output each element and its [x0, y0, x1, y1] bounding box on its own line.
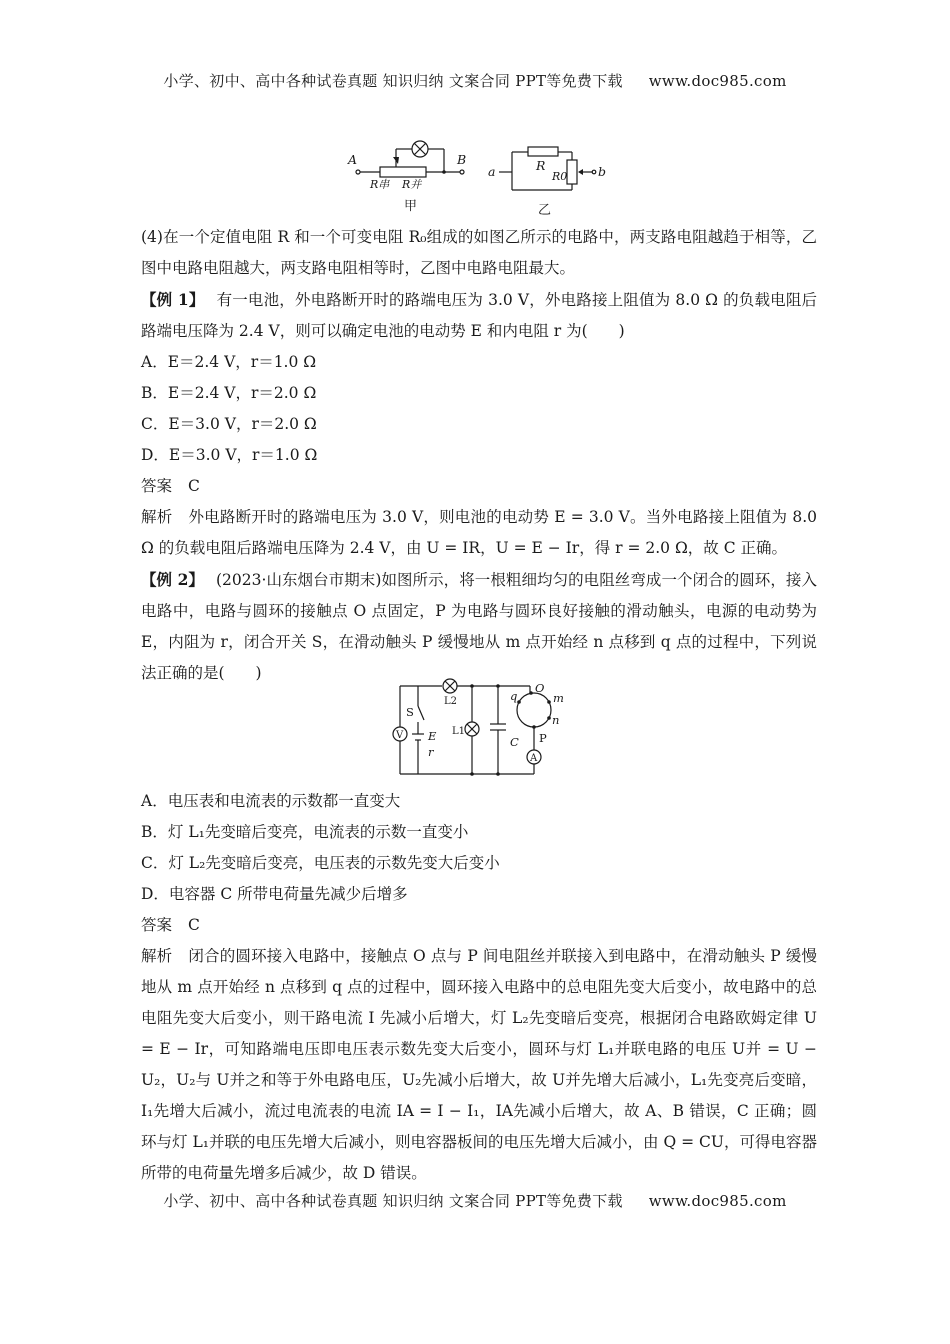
fig3-m: m	[553, 691, 564, 705]
footer-site: www.doc985.com	[648, 1192, 787, 1210]
example-1-option-b: B．E＝2.4 V，r＝2.0 Ω	[141, 384, 317, 402]
example-2	[141, 564, 817, 689]
fig3-l2: L2	[444, 696, 458, 707]
fig3-r: r	[428, 745, 434, 759]
fig3-q: q	[510, 689, 518, 703]
fig2-label-r: R	[536, 158, 546, 173]
terminal-a	[356, 170, 360, 174]
fig3-p: P	[539, 731, 547, 745]
header-site: www.doc985.com	[648, 72, 787, 90]
example-1-answer: C	[188, 477, 200, 495]
fig3-o: O	[535, 681, 545, 695]
example-2-option-b: B．灯 L₁先变暗后变亮，电流表的示数一直变小	[141, 823, 469, 841]
fig3-c: C	[510, 735, 519, 749]
example-2-option-a: A．电压表和电流表的示数都一直变大	[141, 792, 401, 810]
example-2-analysis-label: 解析	[141, 947, 173, 965]
fig3-n: n	[552, 713, 560, 727]
page-footer	[0, 1190, 950, 1211]
circuit-figure-jia-yi	[340, 138, 610, 220]
page-header	[0, 70, 950, 91]
fig3-e: E	[428, 729, 437, 743]
example-2-analysis: 闭合的圆环接入电路中，接触点 O 点与 P 间电阻丝并联接入到电路中，在滑动触头 P 缓慢地从 m 点开始经 n 点移到 q 点的过程中，圆环接入电路中的总电阻先变大后变小，故电路中的总电阻先变大后变小，则干路电流 I 先减小后增大，灯 L₂先变暗后变亮，根据闭合电路欧姆定律 U = E − Ir，可知路端电压即电压表示数先变大后变小，圆环与灯 L₁并联电路的电压 U并 = U − U₂，U₂与 U并之和等于外电路电压，U₂先减小后增大，故 U并先增大后减小，L₁先变亮后变暗，I₁先增大后减小，流过电流表的电流 IA = I − I₁，IA先减小后增大，故 A、B 错误，C 正确；圆环与灯 L₁并联的电压先增大后减小，则电容器板间的电压先增大后减小，由 Q = CU，可得电容器所带的电荷量先增多后减少，故 D 错误。	[141, 947, 817, 1182]
fig3-a: A	[530, 753, 538, 764]
example-1-analysis-label: 解析	[141, 508, 173, 526]
example-1	[141, 284, 817, 564]
rheostat	[380, 167, 426, 177]
example-1-tag: 【例 1】	[141, 290, 205, 309]
example-1-option-c: C．E＝3.0 V，r＝2.0 Ω	[141, 415, 317, 433]
fig2-label-r0: R0	[552, 170, 568, 183]
fig3-v: V	[396, 730, 404, 741]
fig3-l1: L1	[452, 726, 466, 737]
main-content	[141, 222, 817, 689]
example-2-option-c: C．灯 L₂先变暗后变亮，电压表的示数先变大后变小	[141, 854, 500, 872]
example-1-option-d: D．E＝3.0 V，r＝1.0 Ω	[141, 446, 318, 464]
fig1-label-b: B	[457, 152, 467, 167]
header-text: 小学、初中、高中各种试卷真题 知识归纳 文案合同 PPT等免费下载	[163, 72, 623, 90]
circuit-figure-ring	[384, 678, 574, 780]
footer-text: 小学、初中、高中各种试卷真题 知识归纳 文案合同 PPT等免费下载	[163, 1192, 623, 1210]
fig1-label-rb: R并	[402, 178, 422, 191]
terminal-b	[460, 170, 464, 174]
paragraph-4: (4)在一个定值电阻 R 和一个可变电阻 R₀组成的如图乙所示的电路中，两支路电阻越趋于相等，乙图中电路电阻越大，两支路电阻相等时，乙图中电路电阻最大。	[141, 228, 817, 277]
fig1-label-rc: R串	[370, 178, 390, 191]
fig2-label-b: b	[598, 164, 607, 179]
fig2-caption: 乙	[538, 203, 552, 218]
example-2-answer: C	[188, 916, 200, 934]
example-1-analysis: 外电路断开时的路端电压为 3.0 V，则电池的电动势 E = 3.0 V。当外电路接上阻值为 8.0 Ω 的负载电阻后路端电压降为 2.4 V，由 U = IR，U = E − Ir，得 r = 2.0 Ω，故 C 正确。	[141, 508, 817, 557]
fig3-s: S	[406, 705, 414, 719]
fig1-caption: 甲	[404, 199, 418, 214]
example-2-stem: (2023·山东烟台市期末)如图所示，将一根粗细均匀的电阻丝弯成一个闭合的圆环，接入电路中，电路与圆环的接触点 O 点固定，P 为电路与圆环良好接触的滑动触头，电源的电动势为 E，内阻为 r，闭合开关 S，在滑动触头 P 缓慢地从 m 点开始经 n 点移到 q 点的过程中，下列说法正确的是( )	[141, 571, 817, 682]
example-2-tag: 【例 2】	[141, 570, 204, 589]
example-1-answer-label: 答案	[141, 477, 173, 495]
fig2-label-a: a	[488, 164, 496, 179]
resistance-ring	[517, 693, 551, 727]
example-2-option-d: D．电容器 C 所带电荷量先减少后增多	[141, 885, 408, 903]
example-2-answer-label: 答案	[141, 916, 173, 934]
fig1-label-a: A	[348, 152, 358, 167]
example-2-rest	[141, 786, 817, 1189]
example-1-stem: 有一电池，外电路断开时的路端电压为 3.0 V，外电路接上阻值为 8.0 Ω 的负载电阻后路端电压降为 2.4 V，则可以确定电池的电动势 E 和内电阻 r 为( )	[141, 291, 818, 340]
example-1-option-a: A．E＝2.4 V，r＝1.0 Ω	[141, 353, 317, 371]
